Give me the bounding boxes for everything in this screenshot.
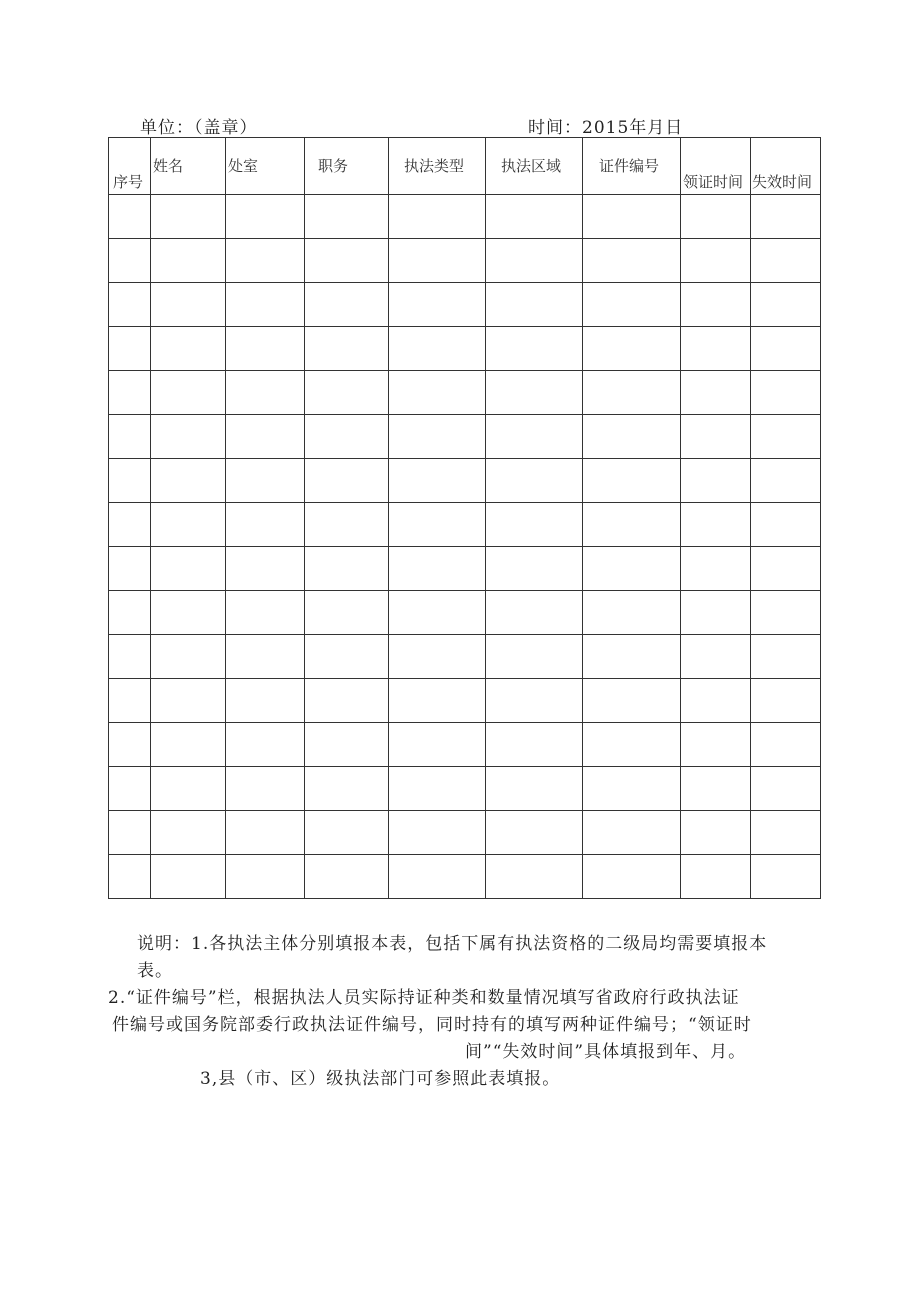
table-cell [486,503,583,547]
column-header-expiry-date: 失效时间 [751,138,821,195]
table-cell [389,239,486,283]
table-cell [583,371,681,415]
table-cell [151,635,226,679]
table-row [109,855,821,899]
table-cell [583,195,681,239]
column-header-name: 姓名 [151,138,226,195]
table-cell [389,723,486,767]
table-row [109,635,821,679]
table-cell [751,855,821,899]
table-cell [226,459,305,503]
table-cell [486,547,583,591]
table-cell [486,811,583,855]
table-cell [486,459,583,503]
table-row [109,503,821,547]
table-cell [109,723,151,767]
column-header-issue-date: 领证时间 [681,138,751,195]
table-cell [751,371,821,415]
table-cell [226,635,305,679]
column-header-enforcement-area: 执法区域 [486,138,583,195]
table-cell [109,195,151,239]
table-cell [151,591,226,635]
table-cell [109,811,151,855]
table-cell [109,547,151,591]
table-cell [109,239,151,283]
table-cell [681,327,751,371]
table-cell [583,767,681,811]
table-cell [583,855,681,899]
note-line-6: 3,县（市、区）级执法部门可参照此表填报。 [200,1069,561,1089]
table-cell [486,415,583,459]
note-line-2: 表。 [137,961,173,981]
column-header-department: 处室 [226,138,305,195]
table-row [109,591,821,635]
table-cell [751,723,821,767]
table-cell [109,283,151,327]
table-cell [751,415,821,459]
table-row [109,679,821,723]
column-header-position: 职务 [305,138,389,195]
table-cell [681,195,751,239]
table-cell [305,327,389,371]
table-cell [151,239,226,283]
table-cell [751,503,821,547]
table-cell [305,503,389,547]
table-cell [681,415,751,459]
table-cell [151,415,226,459]
table-cell [486,635,583,679]
table-cell [109,855,151,899]
table-row [109,327,821,371]
table-cell [583,591,681,635]
table-cell [681,503,751,547]
table-cell [305,855,389,899]
table-cell [681,811,751,855]
table-cell [226,415,305,459]
table-cell [305,679,389,723]
table-cell [151,195,226,239]
table-cell [389,503,486,547]
table-cell [389,767,486,811]
table-cell [751,283,821,327]
table-cell [389,679,486,723]
table-cell [486,195,583,239]
table-cell [486,283,583,327]
table-cell [151,371,226,415]
table-header-row [109,138,821,195]
table-cell [751,459,821,503]
table-cell [583,283,681,327]
table-cell [583,503,681,547]
table-cell [151,547,226,591]
table-cell [583,415,681,459]
note-line-1: 说明：1.各执法主体分别填报本表，包括下属有执法资格的二级局均需要填报本 [137,934,768,954]
table-cell [151,327,226,371]
table-cell [305,767,389,811]
note-line-3: 2.“证件编号”栏，根据执法人员实际持证种类和数量情况填写省政府行政执法证 [108,988,740,1008]
table-cell [109,503,151,547]
table-cell [389,459,486,503]
table-cell [109,459,151,503]
table-cell [751,591,821,635]
table-cell [486,591,583,635]
table-cell [109,679,151,723]
table-cell [226,591,305,635]
table-cell [305,239,389,283]
table-cell [109,415,151,459]
table-cell [486,679,583,723]
table-cell [151,503,226,547]
table-cell [583,547,681,591]
table-cell [305,371,389,415]
table-cell [389,547,486,591]
table-cell [751,811,821,855]
table-cell [681,371,751,415]
table-cell [305,459,389,503]
table-cell [151,283,226,327]
table-cell [151,679,226,723]
table-cell [305,283,389,327]
table-cell [226,547,305,591]
table-cell [305,415,389,459]
table-row [109,767,821,811]
table-cell [681,547,751,591]
table-cell [583,239,681,283]
table-row [109,283,821,327]
table-cell [389,635,486,679]
table-cell [109,635,151,679]
table-row [109,547,821,591]
table-body [109,195,821,899]
table-cell [305,723,389,767]
table-cell [486,855,583,899]
table-cell [681,679,751,723]
table-cell [226,723,305,767]
table-cell [681,459,751,503]
table-cell [751,635,821,679]
table-cell [583,635,681,679]
table-cell [151,855,226,899]
table-cell [109,767,151,811]
table-cell [151,811,226,855]
table-cell [109,591,151,635]
table-cell [681,635,751,679]
table-cell [226,195,305,239]
unit-seal-label: 单位：（盖章） [140,118,258,138]
table-cell [226,811,305,855]
table-row [109,415,821,459]
column-header-certificate-number: 证件编号 [583,138,681,195]
table-cell [751,195,821,239]
table-row [109,195,821,239]
table-cell [226,239,305,283]
table-cell [226,767,305,811]
note-line-4: 件编号或国务院部委行政执法证件编号，同时持有的填写两种证件编号；“领证时 [112,1015,752,1035]
table-cell [109,327,151,371]
table-cell [389,195,486,239]
table-cell [226,283,305,327]
note-line-5: 间”“失效时间”具体填报到年、月。 [465,1042,747,1062]
table-cell [486,767,583,811]
table-cell [751,679,821,723]
table-cell [681,239,751,283]
table-row [109,723,821,767]
table-cell [583,723,681,767]
table-cell [151,723,226,767]
table-cell [389,591,486,635]
table-cell [486,239,583,283]
table-row [109,811,821,855]
table-cell [389,283,486,327]
table-cell [681,855,751,899]
table-cell [486,723,583,767]
table-cell [389,415,486,459]
table-cell [389,811,486,855]
table-cell [681,591,751,635]
column-header-enforcement-type: 执法类型 [389,138,486,195]
column-header-serial: 序号 [109,138,151,195]
table-cell [151,459,226,503]
table-cell [751,547,821,591]
table-cell [389,327,486,371]
table-cell [583,459,681,503]
table-cell [151,767,226,811]
table-cell [305,811,389,855]
table-cell [751,327,821,371]
table-row [109,371,821,415]
table-row [109,459,821,503]
table-cell [389,855,486,899]
table-cell [681,283,751,327]
table-cell [226,855,305,899]
table-cell [305,635,389,679]
report-date-label: 时间：2015年月日 [528,118,684,138]
table-cell [751,767,821,811]
table-cell [226,503,305,547]
table-cell [583,811,681,855]
table-cell [226,371,305,415]
table-cell [681,723,751,767]
table-cell [305,547,389,591]
table-row [109,239,821,283]
table-cell [305,195,389,239]
table-cell [226,327,305,371]
table-cell [583,327,681,371]
table-cell [226,679,305,723]
table-cell [751,239,821,283]
table-cell [109,371,151,415]
table-cell [681,767,751,811]
table-cell [389,371,486,415]
table-cell [583,679,681,723]
table-cell [486,327,583,371]
enforcement-personnel-table [108,137,821,899]
table-cell [305,591,389,635]
table-cell [486,371,583,415]
